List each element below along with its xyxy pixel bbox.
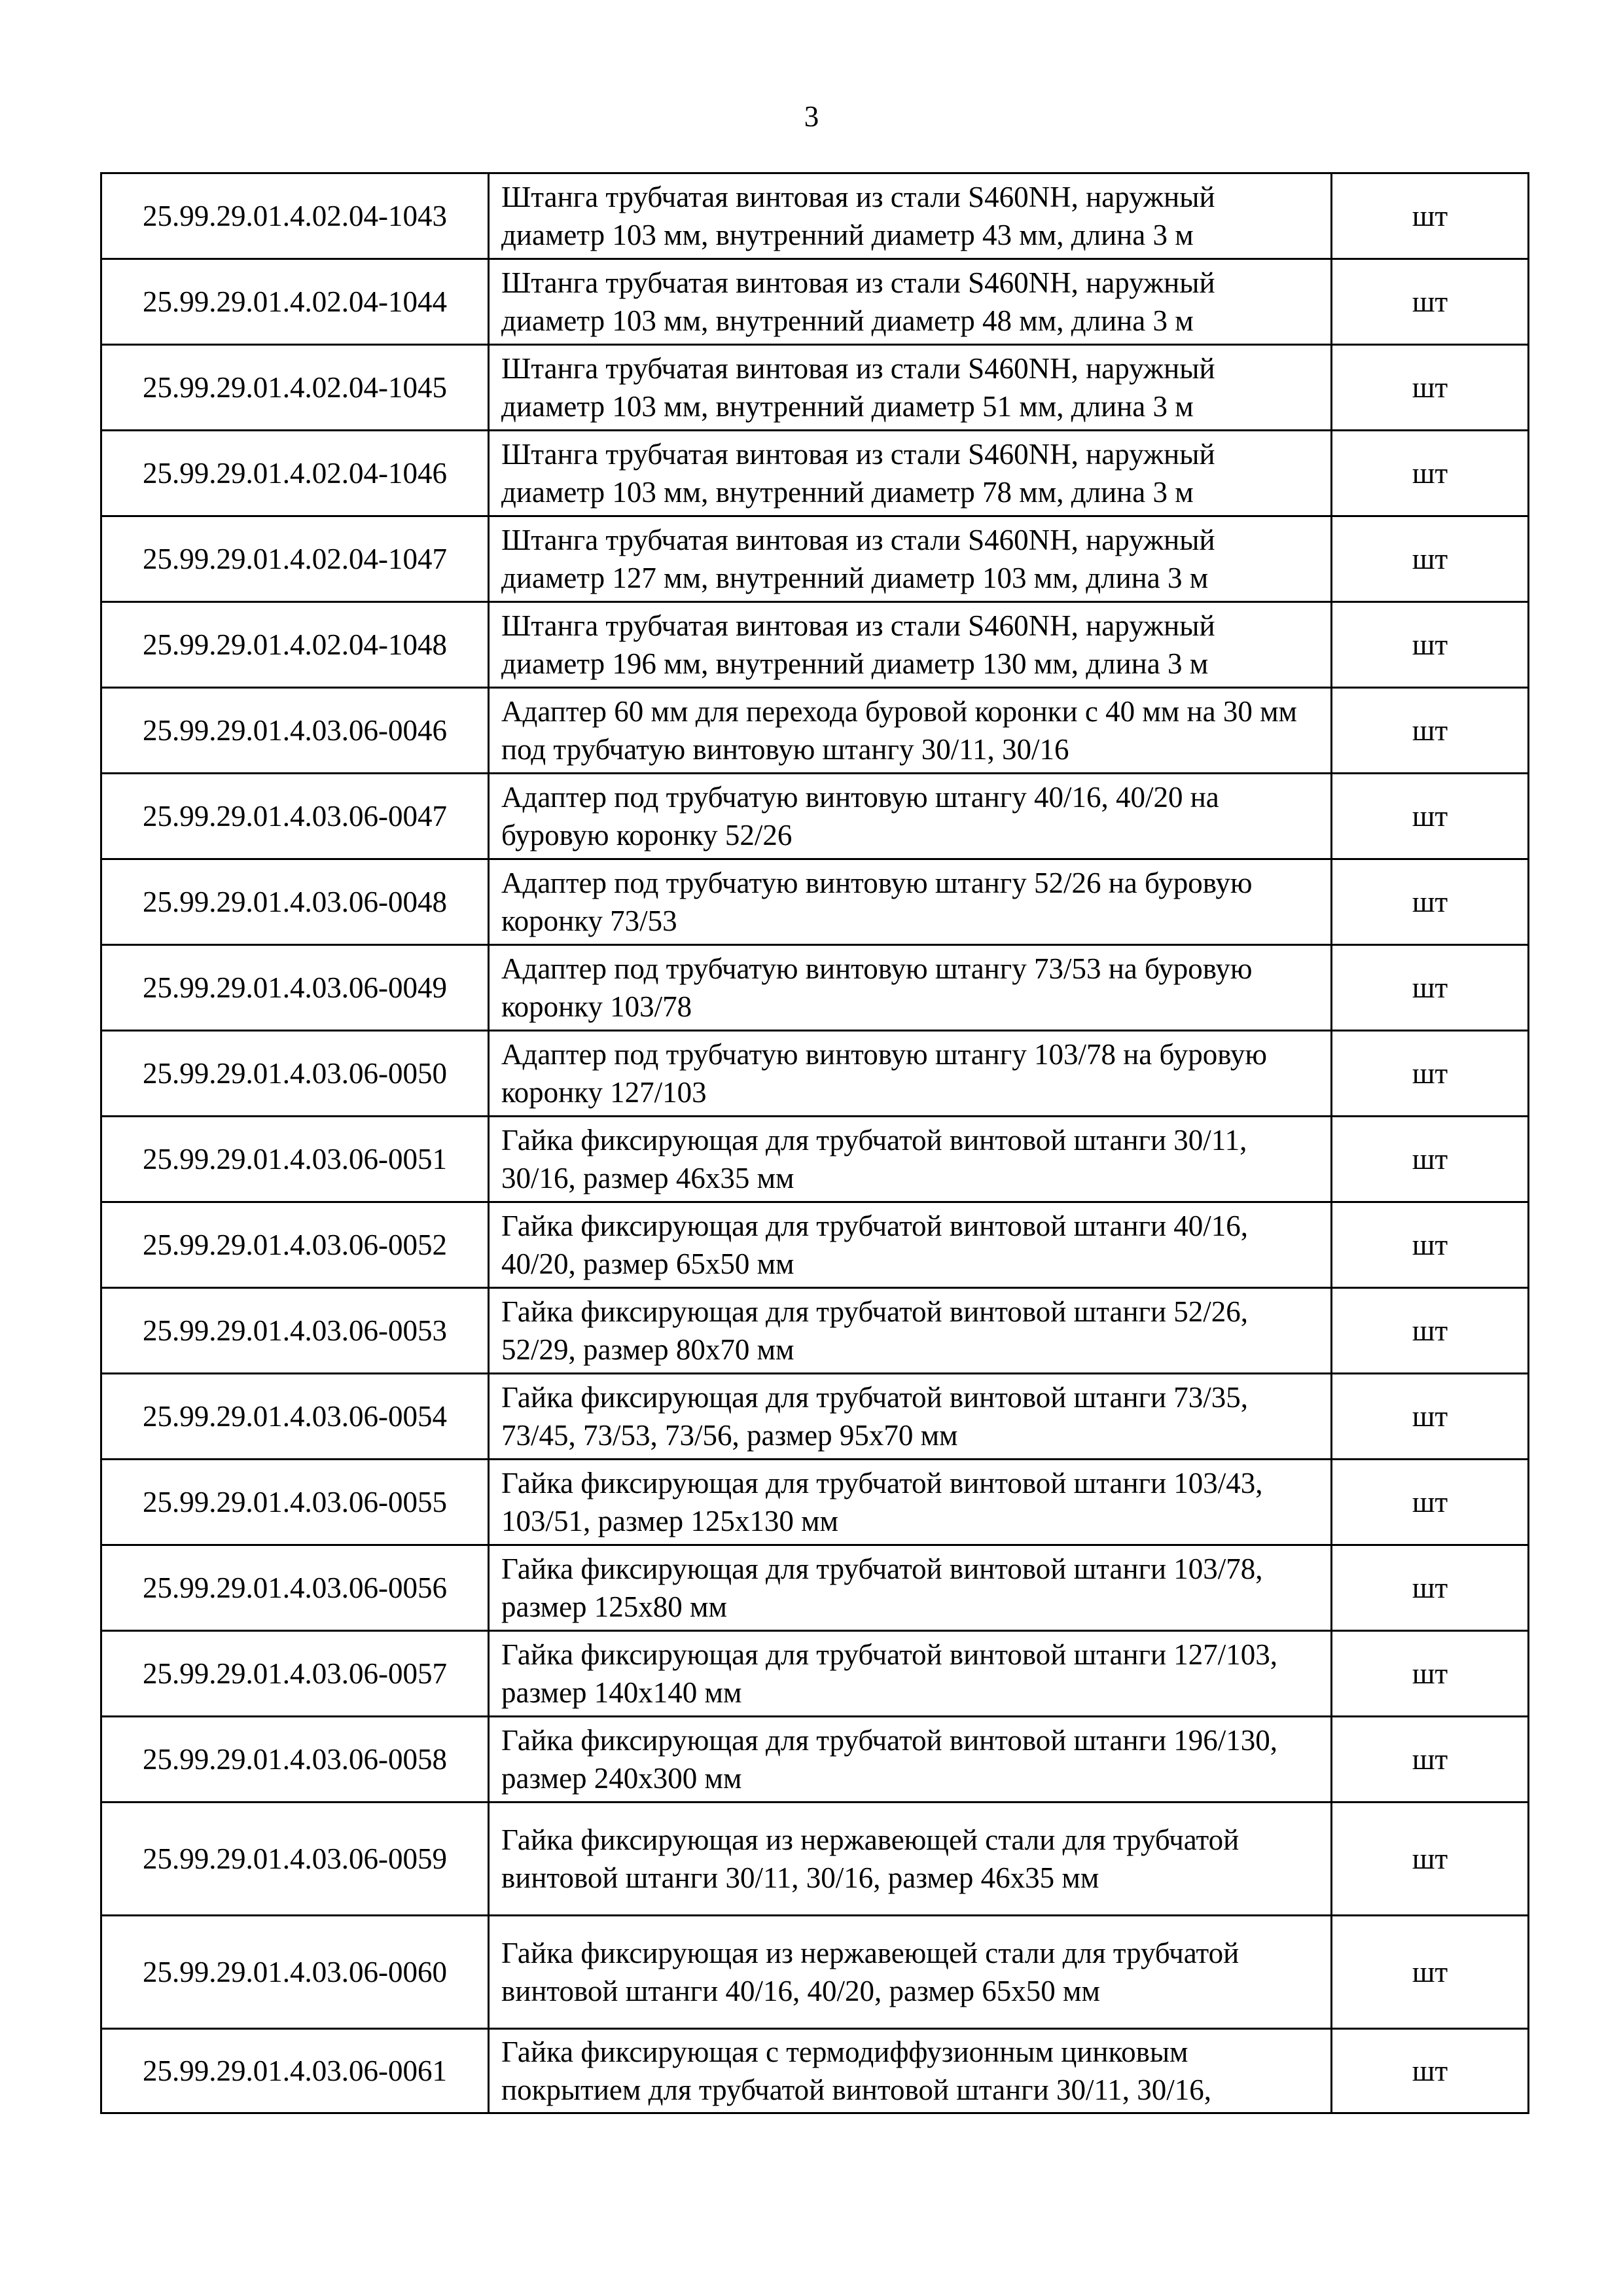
resource-name-cell: Штанга трубчатая винтовая из стали S460NH, наружный диаметр 127 мм, внутренний диаметр 103 мм, длина 3 м <box>489 516 1332 602</box>
unit-cell: шт <box>1332 1803 1529 1916</box>
resource-name-cell: Гайка фиксирующая для трубчатой винтовой штанги 30/11, 30/16, размер 46х35 мм <box>489 1117 1332 1202</box>
resource-code-cell: 25.99.29.01.4.03.06-0059 <box>101 1803 489 1916</box>
table-row <box>101 1288 1529 1374</box>
resource-name-cell: Штанга трубчатая винтовая из стали S460NH, наружный диаметр 196 мм, внутренний диаметр 130 мм, длина 3 м <box>489 602 1332 688</box>
page-number: 3 <box>804 100 819 133</box>
resource-name-cell: Гайка фиксирующая для трубчатой винтовой штанги 103/43, 103/51, размер 125х130 мм <box>489 1460 1332 1545</box>
resource-name-cell: Штанга трубчатая винтовая из стали S460NH, наружный диаметр 103 мм, внутренний диаметр 78 мм, длина 3 м <box>489 431 1332 516</box>
table-row <box>101 688 1529 774</box>
table-row <box>101 1460 1529 1545</box>
unit-cell: шт <box>1332 259 1529 345</box>
resource-name-cell: Гайка фиксирующая из нержавеющей стали для трубчатой винтовой штанги 30/11, 30/16, размер 46х35 мм <box>489 1803 1332 1916</box>
resource-name-cell: Адаптер под трубчатую винтовую штангу 103/78 на буровую коронку 127/103 <box>489 1031 1332 1117</box>
unit-cell: шт <box>1332 774 1529 859</box>
resource-table <box>100 172 1529 2114</box>
resource-name-cell: Гайка фиксирующая из нержавеющей стали для трубчатой винтовой штанги 40/16, 40/20, размер 65х50 мм <box>489 1916 1332 2029</box>
table-row <box>101 1916 1529 2029</box>
resource-name-cell: Гайка фиксирующая для трубчатой винтовой штанги 73/35, 73/45, 73/53, 73/56, размер 95х70 мм <box>489 1374 1332 1460</box>
resource-code-cell: 25.99.29.01.4.03.06-0054 <box>101 1374 489 1460</box>
resource-name-cell: Гайка фиксирующая для трубчатой винтовой штанги 40/16, 40/20, размер 65х50 мм <box>489 1202 1332 1288</box>
table-row <box>101 602 1529 688</box>
unit-cell: шт <box>1332 1460 1529 1545</box>
unit-cell: шт <box>1332 859 1529 945</box>
unit-cell: шт <box>1332 1717 1529 1803</box>
unit-cell: шт <box>1332 1202 1529 1288</box>
resource-code-cell: 25.99.29.01.4.02.04-1044 <box>101 259 489 345</box>
table-row <box>101 1717 1529 1803</box>
unit-cell: шт <box>1332 1631 1529 1717</box>
resource-name-cell: Адаптер под трубчатую винтовую штангу 73/53 на буровую коронку 103/78 <box>489 945 1332 1031</box>
table-row <box>101 2029 1529 2113</box>
resource-code-cell: 25.99.29.01.4.03.06-0050 <box>101 1031 489 1117</box>
unit-cell: шт <box>1332 2029 1529 2113</box>
resource-code-cell: 25.99.29.01.4.02.04-1046 <box>101 431 489 516</box>
resource-code-cell: 25.99.29.01.4.02.04-1048 <box>101 602 489 688</box>
table-row <box>101 173 1529 259</box>
resource-code-cell: 25.99.29.01.4.03.06-0058 <box>101 1717 489 1803</box>
resource-name-cell: Адаптер под трубчатую винтовую штангу 52/26 на буровую коронку 73/53 <box>489 859 1332 945</box>
table-row <box>101 859 1529 945</box>
resource-name-cell: Адаптер под трубчатую винтовую штангу 40/16, 40/20 на буровую коронку 52/26 <box>489 774 1332 859</box>
resource-name-cell: Гайка фиксирующая с термодиффузионным цинковым покрытием для трубчатой винтовой штанги 30/11, 30/16, <box>489 2029 1332 2113</box>
resource-code-cell: 25.99.29.01.4.03.06-0046 <box>101 688 489 774</box>
unit-cell: шт <box>1332 1117 1529 1202</box>
resource-code-cell: 25.99.29.01.4.02.04-1045 <box>101 345 489 431</box>
resource-code-cell: 25.99.29.01.4.02.04-1043 <box>101 173 489 259</box>
table-row <box>101 945 1529 1031</box>
resource-code-cell: 25.99.29.01.4.03.06-0047 <box>101 774 489 859</box>
table-row <box>101 345 1529 431</box>
resource-code-cell: 25.99.29.01.4.03.06-0056 <box>101 1545 489 1631</box>
resource-code-cell: 25.99.29.01.4.03.06-0060 <box>101 1916 489 2029</box>
resource-name-cell: Гайка фиксирующая для трубчатой винтовой штанги 196/130, размер 240х300 мм <box>489 1717 1332 1803</box>
table-row <box>101 1374 1529 1460</box>
table-row <box>101 1117 1529 1202</box>
unit-cell: шт <box>1332 602 1529 688</box>
resource-name-cell: Штанга трубчатая винтовая из стали S460NH, наружный диаметр 103 мм, внутренний диаметр 51 мм, длина 3 м <box>489 345 1332 431</box>
table-row <box>101 774 1529 859</box>
table-row <box>101 516 1529 602</box>
resource-code-cell: 25.99.29.01.4.03.06-0061 <box>101 2029 489 2113</box>
unit-cell: шт <box>1332 1288 1529 1374</box>
table-row <box>101 1631 1529 1717</box>
resource-code-cell: 25.99.29.01.4.02.04-1047 <box>101 516 489 602</box>
unit-cell: шт <box>1332 1545 1529 1631</box>
resource-name-cell: Адаптер 60 мм для перехода буровой коронки с 40 мм на 30 мм под трубчатую винтовую штангу 30/11, 30/16 <box>489 688 1332 774</box>
table-row <box>101 259 1529 345</box>
table-row <box>101 1031 1529 1117</box>
unit-cell: шт <box>1332 1374 1529 1460</box>
resource-name-cell: Штанга трубчатая винтовая из стали S460NH, наружный диаметр 103 мм, внутренний диаметр 48 мм, длина 3 м <box>489 259 1332 345</box>
table-row <box>101 431 1529 516</box>
unit-cell: шт <box>1332 173 1529 259</box>
resource-code-cell: 25.99.29.01.4.03.06-0057 <box>101 1631 489 1717</box>
resource-code-cell: 25.99.29.01.4.03.06-0053 <box>101 1288 489 1374</box>
unit-cell: шт <box>1332 345 1529 431</box>
unit-cell: шт <box>1332 431 1529 516</box>
unit-cell: шт <box>1332 516 1529 602</box>
resource-table-body <box>101 173 1529 2113</box>
resource-name-cell: Штанга трубчатая винтовая из стали S460NH, наружный диаметр 103 мм, внутренний диаметр 43 мм, длина 3 м <box>489 173 1332 259</box>
resource-name-cell: Гайка фиксирующая для трубчатой винтовой штанги 127/103, размер 140х140 мм <box>489 1631 1332 1717</box>
resource-name-cell: Гайка фиксирующая для трубчатой винтовой штанги 52/26, 52/29, размер 80х70 мм <box>489 1288 1332 1374</box>
unit-cell: шт <box>1332 1031 1529 1117</box>
resource-code-cell: 25.99.29.01.4.03.06-0052 <box>101 1202 489 1288</box>
table-row <box>101 1545 1529 1631</box>
resource-name-cell: Гайка фиксирующая для трубчатой винтовой штанги 103/78, размер 125х80 мм <box>489 1545 1332 1631</box>
resource-code-cell: 25.99.29.01.4.03.06-0051 <box>101 1117 489 1202</box>
table-row <box>101 1803 1529 1916</box>
unit-cell: шт <box>1332 688 1529 774</box>
unit-cell: шт <box>1332 1916 1529 2029</box>
unit-cell: шт <box>1332 945 1529 1031</box>
table-row <box>101 1202 1529 1288</box>
resource-code-cell: 25.99.29.01.4.03.06-0049 <box>101 945 489 1031</box>
resource-code-cell: 25.99.29.01.4.03.06-0055 <box>101 1460 489 1545</box>
resource-code-cell: 25.99.29.01.4.03.06-0048 <box>101 859 489 945</box>
